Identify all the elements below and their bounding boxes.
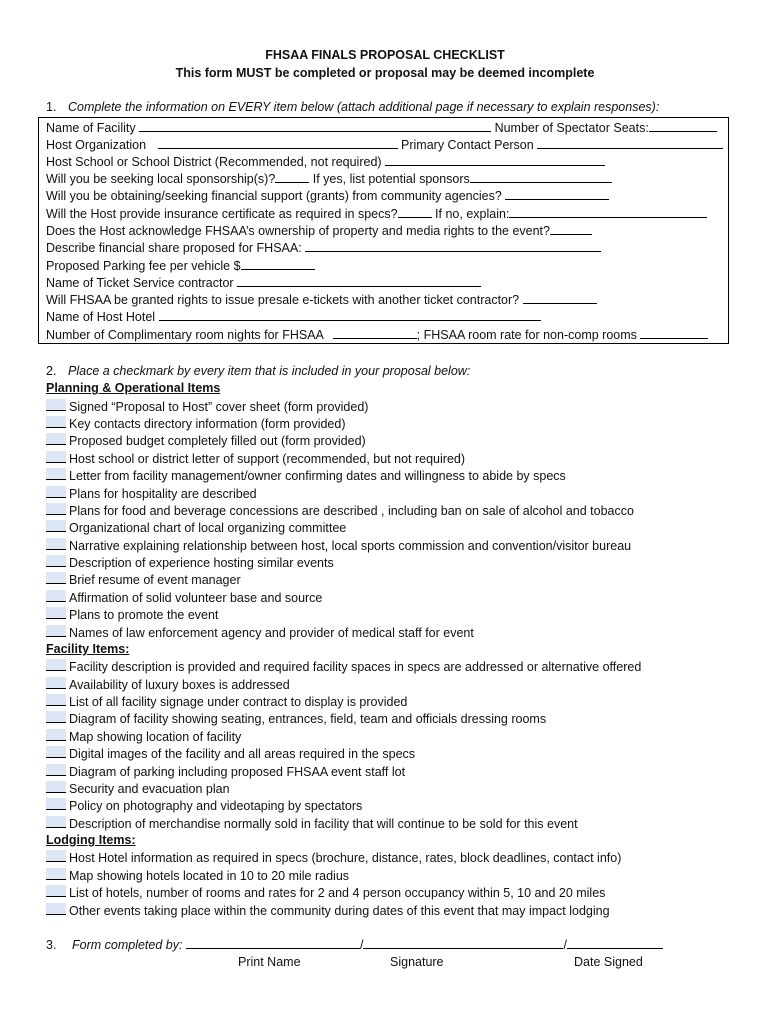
checklist-item: Proposed budget completely filled out (form provided) bbox=[46, 433, 366, 448]
checkbox[interactable] bbox=[46, 590, 66, 602]
checklist-item: Other events taking place within the community during dates of this event that may impact lodging bbox=[46, 903, 610, 918]
checkbox[interactable] bbox=[46, 816, 66, 828]
checklist-item: Plans for food and beverage concessions are described , including ban on sale of alcohol and tobacco bbox=[46, 503, 634, 518]
comp-nights-field[interactable] bbox=[333, 327, 417, 339]
financial-share-row bbox=[46, 240, 601, 257]
checklist-item: Map showing location of facility bbox=[46, 729, 241, 744]
checkbox[interactable] bbox=[46, 468, 66, 480]
checkbox[interactable] bbox=[46, 572, 66, 584]
insurance-row bbox=[46, 206, 707, 223]
checkbox[interactable] bbox=[46, 607, 66, 619]
host-school-label: Host School or School District (Recommended, not required) bbox=[46, 155, 382, 169]
parking-fee-field[interactable] bbox=[241, 258, 315, 270]
checkbox[interactable] bbox=[46, 555, 66, 567]
room-rate-field[interactable] bbox=[640, 327, 708, 339]
lodging-category-heading: Lodging Items: bbox=[46, 833, 136, 847]
completed-by-row: 3. Form completed by: / / bbox=[46, 937, 663, 952]
financial-share-field[interactable] bbox=[305, 240, 601, 252]
checklist-item: Host Hotel information as required in specs (brochure, distance, rates, block deadlines, contact info) bbox=[46, 850, 621, 865]
checkbox[interactable] bbox=[46, 711, 66, 723]
sponsorship-field[interactable] bbox=[275, 171, 309, 183]
checklist-item: Plans for hospitality are described bbox=[46, 486, 257, 501]
insurance-label: Will the Host provide insurance certificate as required in specs? bbox=[46, 207, 398, 221]
checkbox[interactable] bbox=[46, 677, 66, 689]
comp-nights-row bbox=[46, 327, 708, 344]
presale-label: Will FHSAA be granted rights to issue presale e-tickets with another ticket contractor? bbox=[46, 293, 520, 307]
form-title: FHSAA FINALS PROPOSAL CHECKLIST bbox=[265, 48, 505, 62]
room-rate-label: ; FHSAA room rate for non-comp rooms bbox=[416, 328, 637, 342]
grants-label: Will you be obtaining/seeking financial support (grants) from community agencies? bbox=[46, 189, 502, 203]
checklist-item: Diagram of facility showing seating, entrances, field, team and officials dressing rooms bbox=[46, 711, 546, 726]
checklist-item: Availability of luxury boxes is addressed bbox=[46, 677, 290, 692]
checklist-item: Letter from facility management/owner confirming dates and willingness to abide by specs bbox=[46, 468, 566, 483]
checkbox[interactable] bbox=[46, 433, 66, 445]
ticket-contractor-row bbox=[46, 275, 481, 292]
host-school-row bbox=[46, 154, 605, 171]
presale-row bbox=[46, 292, 597, 309]
checklist-item: Narrative explaining relationship between host, local sports commission and convention/visitor bureau bbox=[46, 538, 631, 553]
checkbox[interactable] bbox=[46, 746, 66, 758]
checklist-item: Affirmation of solid volunteer base and source bbox=[46, 590, 322, 605]
checkbox[interactable] bbox=[46, 520, 66, 532]
section-1-number: 1. bbox=[46, 100, 57, 114]
host-school-field[interactable] bbox=[385, 154, 605, 166]
checklist-item: Brief resume of event manager bbox=[46, 572, 241, 587]
date-signed-field[interactable] bbox=[567, 937, 663, 949]
checklist-item: List of hotels, number of rooms and rates for 2 and 4 person occupancy within 5, 10 and 20 miles bbox=[46, 885, 605, 900]
spectator-seats-field[interactable] bbox=[649, 120, 717, 132]
host-org-row bbox=[46, 137, 723, 154]
host-org-label: Host Organization bbox=[46, 138, 147, 152]
checklist-item: List of all facility signage under contract to display is provided bbox=[46, 694, 407, 709]
checklist-item: Signed “Proposal to Host” cover sheet (form provided) bbox=[46, 399, 368, 414]
print-name-field[interactable] bbox=[186, 937, 360, 949]
checklist-item: Names of law enforcement agency and provider of medical staff for event bbox=[46, 625, 474, 640]
financial-share-label: Describe financial share proposed for FHSAA: bbox=[46, 241, 302, 255]
ownership-label: Does the Host acknowledge FHSAA’s ownership of property and media rights to the event? bbox=[46, 224, 550, 238]
form-subtitle: This form MUST be completed or proposal may be deemed incomplete bbox=[175, 66, 595, 80]
sponsorship-list-field[interactable] bbox=[470, 171, 612, 183]
grants-field[interactable] bbox=[505, 188, 609, 200]
checklist-item: Description of experience hosting similar events bbox=[46, 555, 334, 570]
facility-name-field[interactable] bbox=[139, 120, 491, 132]
checklist-item: Key contacts directory information (form provided) bbox=[46, 416, 346, 431]
checkbox[interactable] bbox=[46, 399, 66, 411]
sponsorship-label: Will you be seeking local sponsorship(s)? bbox=[46, 172, 276, 186]
insurance-field[interactable] bbox=[398, 206, 432, 218]
spectator-seats-label: Number of Spectator Seats: bbox=[494, 121, 649, 135]
primary-contact-label: Primary Contact Person bbox=[401, 138, 534, 152]
checkbox[interactable] bbox=[46, 903, 66, 915]
checklist-item: Digital images of the facility and all areas required in the specs bbox=[46, 746, 415, 761]
checklist-item: Facility description is provided and required facility spaces in specs are addressed or alternative offered bbox=[46, 659, 641, 674]
parking-fee-label: Proposed Parking fee per vehicle $ bbox=[46, 259, 241, 273]
primary-contact-field[interactable] bbox=[537, 137, 723, 149]
checkbox[interactable] bbox=[46, 798, 66, 810]
checkbox[interactable] bbox=[46, 764, 66, 776]
host-hotel-field[interactable] bbox=[159, 309, 541, 321]
checkbox[interactable] bbox=[46, 625, 66, 637]
checklist-item: Security and evacuation plan bbox=[46, 781, 230, 796]
checkbox[interactable] bbox=[46, 451, 66, 463]
checklist-item: Map showing hotels located in 10 to 20 mile radius bbox=[46, 868, 349, 883]
insurance-explain-label: If no, explain: bbox=[435, 207, 510, 221]
section-2-heading bbox=[46, 364, 470, 378]
date-signed-label: Date Signed bbox=[574, 955, 643, 969]
sponsorship-list-label: If yes, list potential sponsors bbox=[312, 172, 470, 186]
section-1-heading bbox=[46, 100, 659, 114]
checkbox[interactable] bbox=[46, 868, 66, 880]
checkbox[interactable] bbox=[46, 659, 66, 671]
sponsorship-row bbox=[46, 171, 612, 188]
checklist-item: Host school or district letter of support (recommended, but not required) bbox=[46, 451, 465, 466]
host-hotel-row bbox=[46, 309, 541, 326]
parking-fee-row bbox=[46, 258, 315, 275]
checkbox[interactable] bbox=[46, 486, 66, 498]
checklist-item: Plans to promote the event bbox=[46, 607, 218, 622]
comp-nights-label: Number of Complimentary room nights for FHSAA bbox=[46, 328, 324, 342]
planning-category-heading: Planning & Operational Items bbox=[46, 381, 221, 395]
host-hotel-label: Name of Host Hotel bbox=[46, 310, 156, 324]
signature-label: Signature bbox=[390, 955, 444, 969]
completed-by-label: Form completed by: bbox=[72, 938, 183, 952]
checklist-item: Diagram of parking including proposed FHSAA event staff lot bbox=[46, 764, 405, 779]
presale-field[interactable] bbox=[523, 292, 597, 304]
checkbox[interactable] bbox=[46, 416, 66, 428]
section-2-number: 2. bbox=[46, 364, 57, 378]
print-name-label: Print Name bbox=[238, 955, 301, 969]
ticket-contractor-label: Name of Ticket Service contractor bbox=[46, 276, 234, 290]
checkbox[interactable] bbox=[46, 850, 66, 862]
ticket-contractor-field[interactable] bbox=[237, 275, 481, 287]
section-3-number: 3. bbox=[46, 938, 57, 952]
checkbox[interactable] bbox=[46, 694, 66, 706]
ownership-row bbox=[46, 223, 592, 240]
checkbox[interactable] bbox=[46, 503, 66, 515]
checkbox[interactable] bbox=[46, 538, 66, 550]
checkbox[interactable] bbox=[46, 729, 66, 741]
checkbox[interactable] bbox=[46, 885, 66, 897]
facility-row bbox=[46, 120, 717, 137]
checklist-item: Description of merchandise normally sold in facility that will continue to be sold for this event bbox=[46, 816, 578, 831]
facility-category-heading: Facility Items: bbox=[46, 642, 130, 656]
signature-field[interactable] bbox=[363, 937, 563, 949]
section-2-instruction: Place a checkmark by every item that is included in your proposal below: bbox=[68, 364, 471, 378]
checklist-item: Policy on photography and videotaping by spectators bbox=[46, 798, 362, 813]
grants-row bbox=[46, 188, 609, 205]
facility-name-label: Name of Facility bbox=[46, 121, 136, 135]
host-org-field[interactable] bbox=[158, 137, 398, 149]
ownership-field[interactable] bbox=[550, 223, 592, 235]
checkbox[interactable] bbox=[46, 781, 66, 793]
insurance-explain-field[interactable] bbox=[509, 206, 707, 218]
section-1-instruction: Complete the information on EVERY item below (attach additional page if necessary to explain responses): bbox=[68, 100, 660, 114]
checklist-item: Organizational chart of local organizing committee bbox=[46, 520, 346, 535]
